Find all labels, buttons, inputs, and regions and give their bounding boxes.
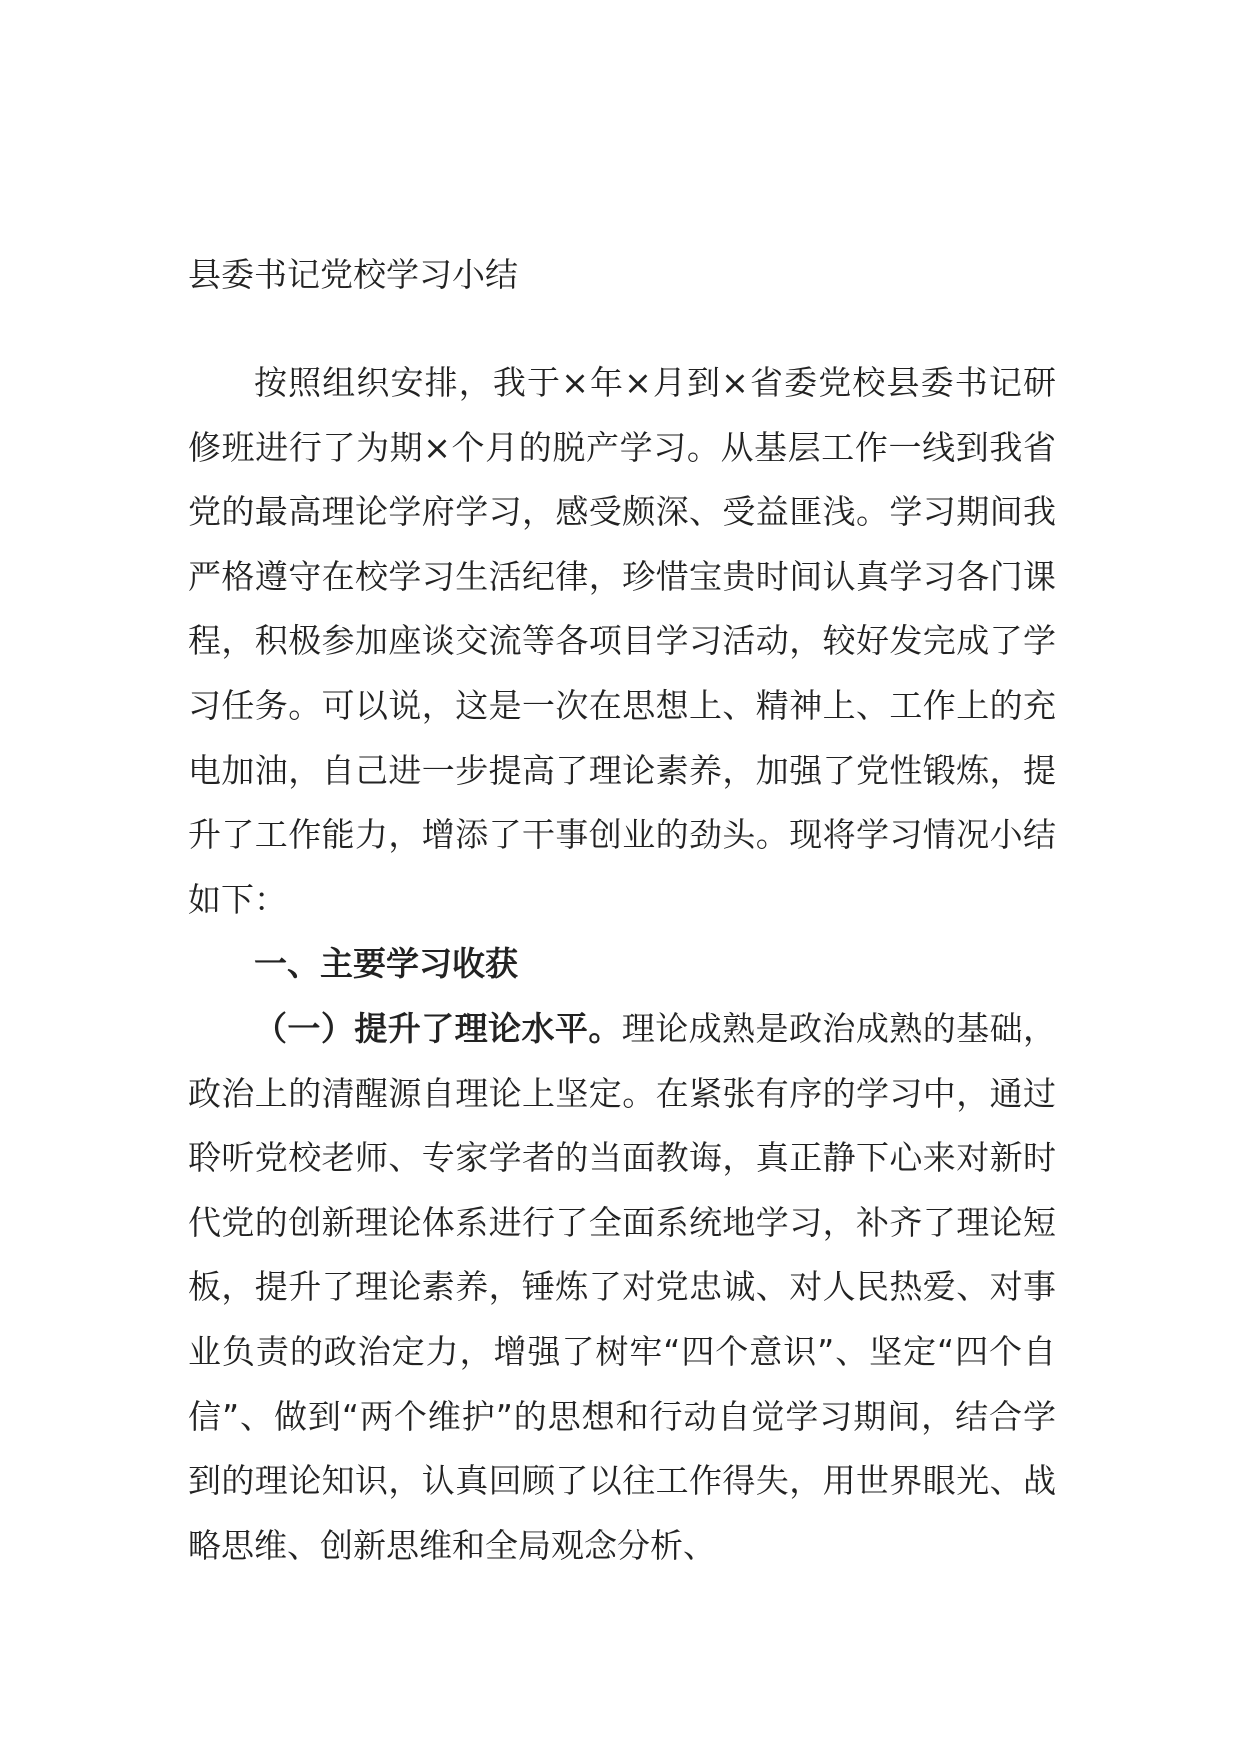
document-title: 县委书记党校学习小结 <box>188 255 518 294</box>
subsection-text: 理论成熟是政治成熟的基础，政治上的清醒源自理论上坚定。在紧张有序的学习中，通过聆听党校老师、专家学者的当面教诲，真正静下心来对新时代党的创新理论体系进行了全面系统地学习，补齐了理论短板，提升了理论素养，锤炼了对党忠诚、对人民热爱、对事业负责的政治定力，增强了树牢“四个意识”、坚定“四个自信”、做到“两个维护”的思想和行动自觉学习期间，结合学到的理论知识，认真回顾了以往工作得失，用世界眼光、战略思维、创新思维和全局观念分析、 <box>188 1008 1057 1565</box>
subsection-lead: （一）提升了理论水平。 <box>254 1008 622 1048</box>
intro-paragraph: 按照组织安排，我于×年×月到×省委党校县委书记研修班进行了为期×个月的脱产学习。从基层工作一线到我省党的最高理论学府学习，感受颇深、受益匪浅。学习期间我严格遵守在校学习生活纪律，珍惜宝贵时间认真学习各门课程，积极参加座谈交流等各项目学习活动，较好发完成了学习任务。可以说，这是一次在思想上、精神上、工作上的充电加油，自己进一步提高了理论素养，加强了党性锻炼，提升了工作能力，增添了干事创业的劲头。现将学习情况小结如下： <box>188 363 1056 919</box>
document-body <box>188 351 1056 1578</box>
subsection-paragraph <box>188 997 1056 1578</box>
section-heading: 一、主要学习收获 <box>254 944 518 984</box>
